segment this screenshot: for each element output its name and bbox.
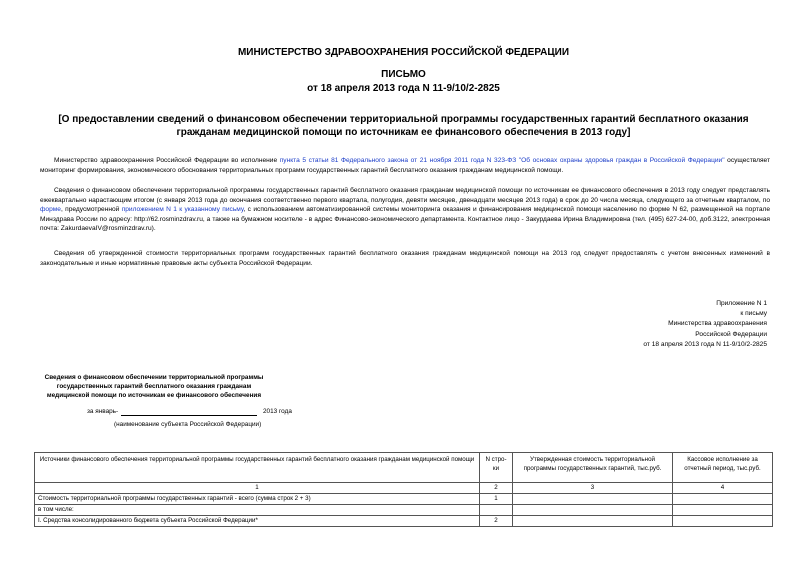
appendix-block (643, 299, 767, 350)
row-cash-execution-cell[interactable] (673, 516, 773, 527)
paragraph-1 (40, 156, 770, 175)
appendix-link[interactable]: приложением N 1 к указанному письму (121, 206, 244, 214)
appendix-line-2: к письму (740, 310, 767, 318)
table-row (35, 505, 773, 516)
paragraph-2 (40, 186, 770, 234)
row-label: Стоимость территориальной программы государственных гарантий - всего (сумма строк 2 + 3) (35, 494, 480, 505)
column-number: 1 (35, 483, 480, 494)
table-row (35, 494, 773, 505)
law-reference-link[interactable]: пункта 5 статьи 81 Федерального закона от 21 ноября 2011 года N 323-ФЗ "Об основах охраны здоровья граждан в Российской Федерации" (279, 157, 725, 164)
column-number: 4 (673, 483, 773, 494)
year-label: 2013 года (263, 408, 292, 415)
paragraph-2-text-start: Сведения о финансовом обеспечении территориальной программы государственных гарантий бесплатного оказания гражданам медицинской помощи по источникам ее финансового обеспечения в 2013 году следует представлять ежеквартально нарастающим итогом (с января 2013 года до окончания соответственно первого квартала, полугодия, девяти месяцев, двенадцати месяцев 2013 года) в срок до 20 числа месяца, следующего за отчетным кварталом, по (40, 187, 770, 204)
header-line-number: N стро-ки (480, 453, 513, 483)
ministry-heading: МИНИСТЕРСТВО ЗДРАВООХРАНЕНИЯ РОССИЙСКОЙ ФЕДЕРАЦИИ (237, 47, 570, 58)
document-subject: [О предоставлении сведений о финансовом обеспечении территориальной программы государственных гарантий бесплатного оказания гражданам медицинской помощи по источникам ее финансового обеспечения в 2013 году] (58, 114, 749, 138)
subject-hint: (наименование субъекта Российской Федерации) (114, 421, 262, 428)
document-type: ПИСЬМО (381, 69, 426, 80)
header-cash-execution: Кассовое исполнение за отчетный период, тыс.руб. (673, 453, 773, 483)
row-cash-execution-cell[interactable] (673, 505, 773, 516)
paragraph-2-text-mid: , предусмотренной (60, 206, 122, 214)
appendix-line-1: Приложение N 1 (716, 300, 767, 307)
row-cash-execution-cell[interactable] (673, 494, 773, 505)
form-title: Сведения о финансовом обеспечении территориальной программы государственных гарантий бесплатного оказания гражданам медицинской помощи по источникам ее финансового обеспечения (44, 374, 264, 399)
form-link[interactable]: форме (40, 206, 61, 214)
region-name-field[interactable] (121, 406, 257, 416)
table-column-numbers-row (35, 483, 773, 494)
column-number: 3 (513, 483, 673, 494)
document-date-number: от 18 апреля 2013 года N 11-9/10/2-2825 (307, 83, 500, 94)
header-approved-cost: Утвержденная стоимость территориальной программы государственных гарантий, тыс.руб. (513, 453, 673, 483)
row-approved-cost-cell[interactable] (513, 516, 673, 527)
appendix-line-5: от 18 апреля 2013 года N 11-9/10/2-2825 (643, 340, 767, 348)
paragraph-3: Сведения об утвержденной стоимости территориальных программ государственных гарантий бесплатного оказания гражданам медицинской помощи на 2013 год следует предоставлять с учетом внесенных изменений в законодательные и иные нормативные правовые акты субъекта Российской Федерации. (40, 250, 770, 267)
row-approved-cost-cell[interactable] (513, 494, 673, 505)
paragraph-2-text-end: , с использованием автоматизированной системы мониторинга оказания и финансирования медицинской помощи населению по форме N 62, размещенной на портале Минздрава России по адресу: http://62.rosminzdrav.ru, а также на бумажном носителе - в адрес Финансово-экономического департамента. Контактное лицо - Закурдаева Ирина Владимировна (тел. (495) 627-24-00, доб.3122, электронная почта: ZakurdaevaIV@rosminzdrav.ru). (40, 206, 770, 233)
row-line-number (480, 505, 513, 516)
paragraph-1-text-end: осуществляет мониторинг формирования, экономического обоснования территориальных программ государственных гарантий бесплатного оказания гражданам медицинской помощи. (40, 157, 770, 174)
row-line-number: 1 (480, 494, 513, 505)
row-label: I. Средства консолидированного бюджета субъекта Российской Федерации* (35, 516, 480, 527)
row-approved-cost-cell[interactable] (513, 505, 673, 516)
period-label: за январь- (87, 408, 119, 415)
financing-table (34, 452, 773, 527)
appendix-line-3: Министерства здравоохранения (668, 320, 767, 328)
table-row (35, 516, 773, 527)
row-line-number: 2 (480, 516, 513, 527)
row-label: в том числе: (35, 505, 480, 516)
table-header-row (35, 453, 773, 483)
header-sources: Источники финансового обеспечения территориальной программы государственных гарантий бесплатного оказания гражданам медицинской помощи (35, 453, 480, 483)
appendix-line-4: Российской Федерации (695, 330, 767, 338)
paragraph-1-text-start: Министерство здравоохранения Российской Федерации во исполнение (54, 157, 280, 164)
column-number: 2 (480, 483, 513, 494)
